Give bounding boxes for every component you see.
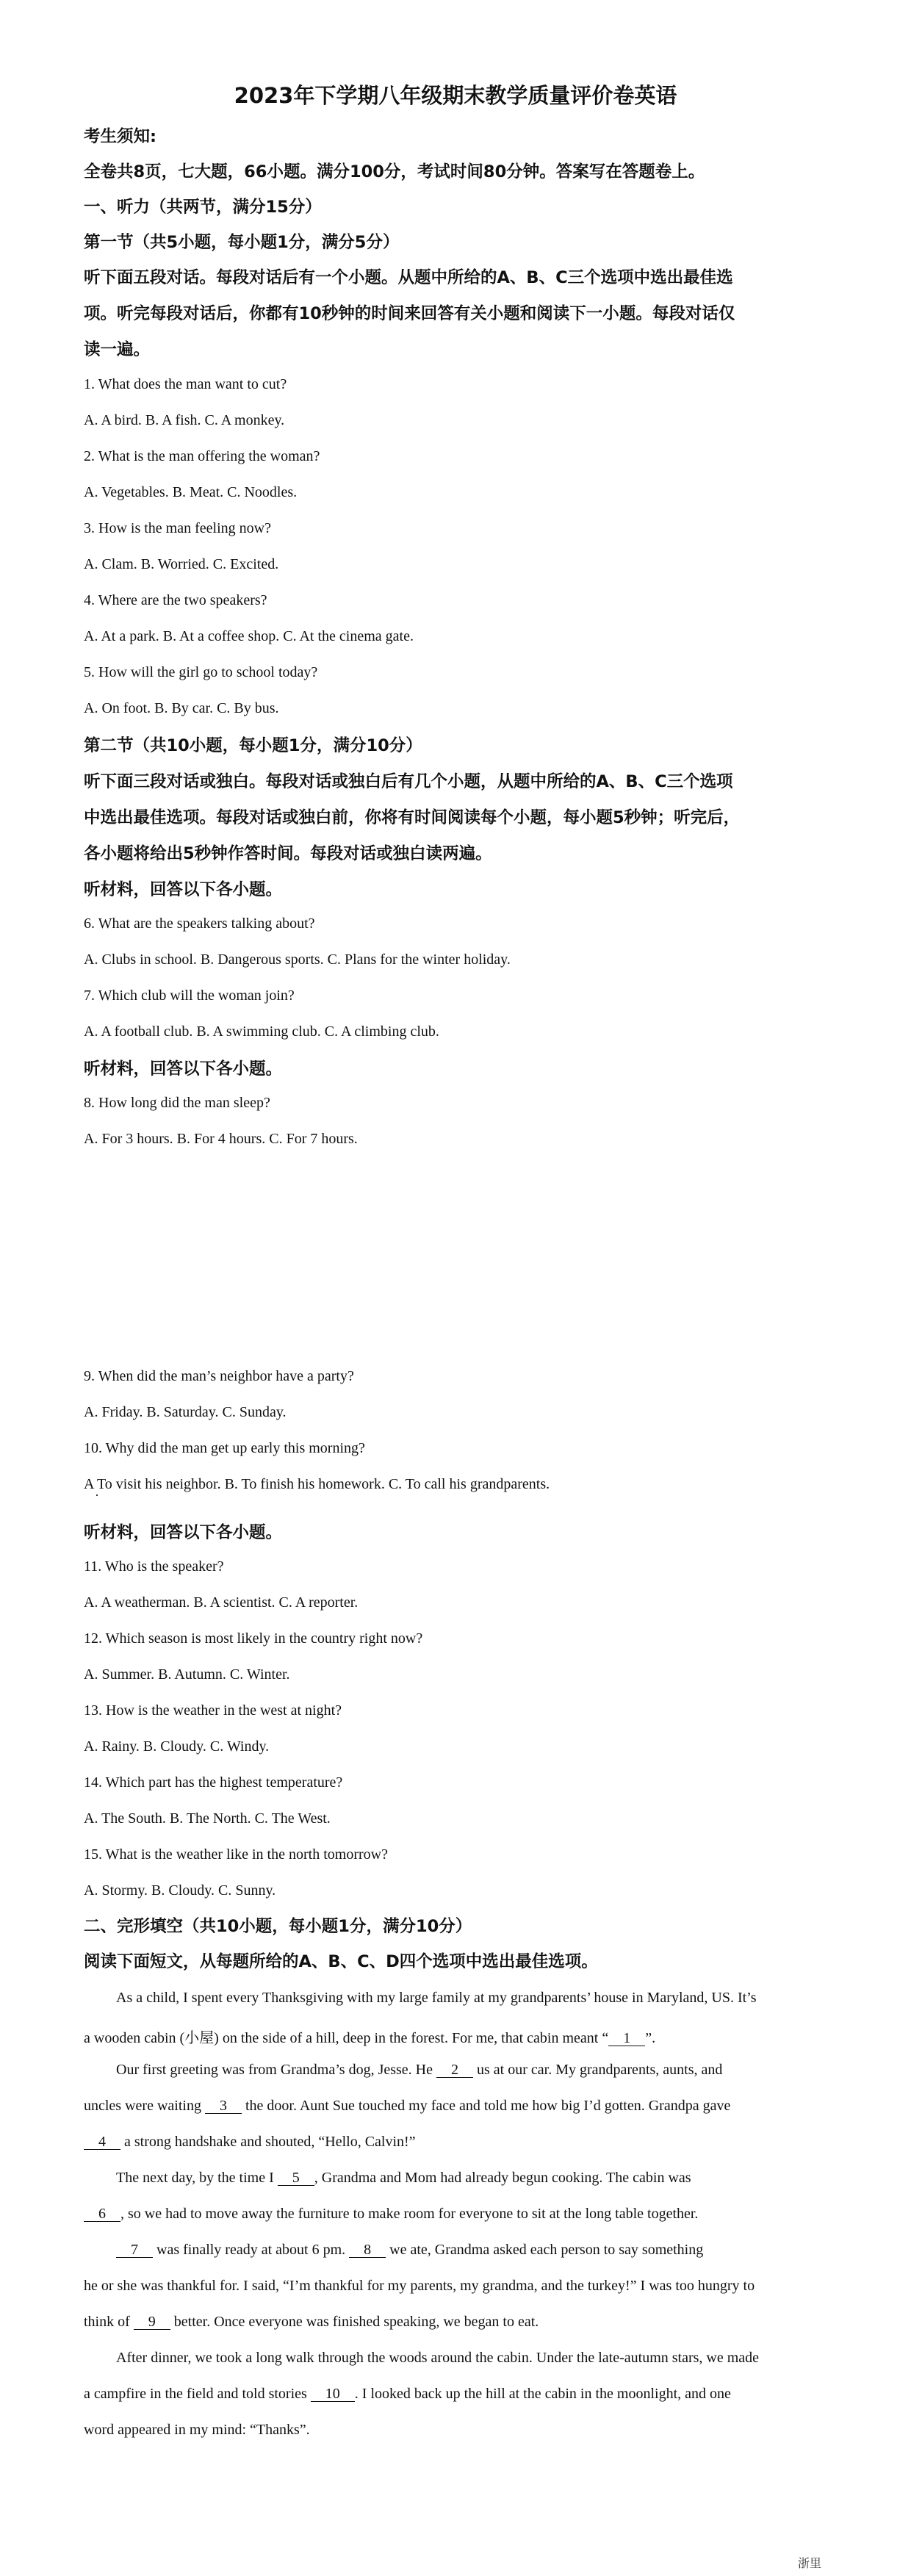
blank-5: 5 — [278, 2170, 314, 2186]
passage-line — [84, 2134, 416, 2151]
passage-text: uncles were waiting — [84, 2098, 205, 2114]
question-text: 9. When did the man’s neighbor have a party? — [84, 1368, 354, 1384]
passage-line — [116, 2062, 722, 2079]
question-options: A. For 3 hours. B. For 4 hours. C. For 7 hours. — [84, 1131, 358, 1147]
question-text: 7. Which club will the woman join? — [84, 987, 295, 1004]
listen-prompt: 听材料，回答以下各小题。 — [84, 1059, 283, 1079]
blank-6: 6 — [84, 2206, 120, 2222]
passage-text: was finally ready at about 6 pm. — [153, 2242, 350, 2258]
passage-line — [84, 2098, 730, 2115]
passage-text: , so we had to move away the furniture to make room for everyone to sit at the long table together. — [120, 2206, 699, 2222]
question-text: 6. What are the speakers talking about? — [84, 915, 315, 932]
question-options: A. A weatherman. B. A scientist. C. A reporter. — [84, 1594, 359, 1611]
passage-line — [84, 2314, 539, 2331]
question-options: A. Clubs in school. B. Dangerous sports. C. Plans for the winter holiday. — [84, 951, 511, 968]
passage-line: After dinner, we took a long walk through the woods around the cabin. Under the late-autumn stars, we made — [116, 2350, 760, 2366]
passage-text: . I looked back up the hill at the cabin in the moonlight, and one — [354, 2386, 731, 2402]
question-options: A. At a park. B. At a coffee shop. C. At the cinema gate. — [84, 628, 414, 644]
passage-text: a wooden cabin (小屋) on the side of a hill, deep in the forest. For me, that cabin meant “ — [84, 2030, 609, 2046]
question-options: A. Rainy. B. Cloudy. C. Windy. — [84, 1738, 270, 1755]
passage-text: us at our car. My grandparents, aunts, and — [473, 2062, 723, 2078]
blank-4: 4 — [84, 2134, 120, 2150]
passage-text: better. Once everyone was finished speaking, we began to eat. — [170, 2314, 539, 2330]
part2-instruction: 阅读下面短文，从每题所给的A、B、C、D四个选项中选出最佳选项。 — [84, 1952, 598, 1971]
question-text: 12. Which season is most likely in the country right now? — [84, 1630, 423, 1647]
section1-heading: 第一节（共5小题，每小题1分，满分5分） — [84, 233, 400, 252]
question-options: A. Clam. B. Worried. C. Excited. — [84, 556, 279, 572]
question-text: 2. What is the man offering the woman? — [84, 448, 320, 464]
question-text: 4. Where are the two speakers? — [84, 592, 267, 608]
blank-8: 8 — [349, 2242, 386, 2258]
passage-text: we ate, Grandma asked each person to say something — [386, 2242, 704, 2258]
section2-instruction-line: 中选出最佳选项。每段对话或独白前，你将有时间阅读每个小题，每小题5秒钟；听完后， — [84, 808, 741, 827]
section2-instruction-line: 各小题将给出5秒钟作答时间。每段对话或独白读两遍。 — [84, 844, 492, 863]
question-text: 15. What is the weather like in the north tomorrow? — [84, 1846, 388, 1863]
question-text: 8. How long did the man sleep? — [84, 1095, 270, 1111]
passage-text: The next day, by the time I — [116, 2170, 278, 2186]
blank-9: 9 — [134, 2314, 170, 2330]
passage-text: ”. — [645, 2030, 656, 2046]
passage-text: a campfire in the field and told stories — [84, 2386, 311, 2402]
page-title: 2023年下学期八年级期末教学质量评价卷英语 — [234, 83, 677, 108]
question-options: A To visit his neighbor. B. To finish his homework. C. To call his grandparents. — [84, 1476, 550, 1492]
notice-heading: 考生须知: — [84, 127, 156, 146]
passage-text: Our first greeting was from Grandma’s dog, Jesse. He — [116, 2062, 437, 2078]
corner-label: 浙里 — [798, 2556, 822, 2570]
question-options: A. On foot. B. By car. C. By bus. — [84, 700, 279, 716]
question-options: A. Friday. B. Saturday. C. Sunday. — [84, 1404, 287, 1420]
blank-2: 2 — [436, 2062, 473, 2078]
part1-heading: 一、听力（共两节，满分15分） — [84, 198, 322, 217]
listen-prompt: 听材料，回答以下各小题。 — [84, 1523, 283, 1542]
passage-line — [84, 2206, 698, 2223]
listen-prompt: 听材料，回答以下各小题。 — [84, 880, 283, 899]
blank-10: 10 — [311, 2386, 355, 2402]
passage-line — [116, 2242, 703, 2259]
passage-line — [116, 2170, 691, 2187]
passage-line — [84, 2026, 655, 2047]
question-text: 13. How is the weather in the west at night? — [84, 1702, 342, 1719]
passage-line — [84, 2386, 731, 2403]
question-text: 11. Who is the speaker? — [84, 1558, 224, 1575]
question-text: 10. Why did the man get up early this morning? — [84, 1440, 365, 1456]
passage-text: the door. Aunt Sue touched my face and told me how big I’d gotten. Grandpa gave — [241, 2098, 731, 2114]
question-text: 1. What does the man want to cut? — [84, 376, 287, 392]
section2-instruction-line: 听下面三段对话或独白。每段对话或独白后有几个小题，从题中所给的A、B、C三个选项 — [84, 772, 733, 791]
notice-text: 全卷共8页，七大题，66小题。满分100分，考试时间80分钟。答案写在答题卷上。 — [84, 162, 705, 181]
blank-7: 7 — [116, 2242, 153, 2258]
print-speck — [96, 1494, 98, 1496]
passage-line: he or she was thankful for. I said, “I’m thankful for my parents, my grandma, and the turkey!” I was too hungry to — [84, 2278, 755, 2294]
question-options: A. Vegetables. B. Meat. C. Noodles. — [84, 484, 298, 500]
section1-instruction-line: 项。听完每段对话后，你都有10秒钟的时间来回答有关小题和阅读下一小题。每段对话仅 — [84, 304, 735, 323]
blank-1: 1 — [608, 2031, 645, 2046]
question-text: 3. How is the man feeling now? — [84, 520, 271, 536]
question-text: 5. How will the girl go to school today? — [84, 664, 318, 680]
passage-text: , Grandma and Mom had already begun cooking. The cabin was — [314, 2170, 691, 2186]
question-options: A. A football club. B. A swimming club. C. A climbing club. — [84, 1023, 439, 1040]
part2-heading: 二、完形填空（共10小题，每小题1分，满分10分） — [84, 1917, 472, 1936]
question-text: 14. Which part has the highest temperature? — [84, 1774, 343, 1791]
passage-text: think of — [84, 2314, 134, 2330]
section2-heading: 第二节（共10小题，每小题1分，满分10分） — [84, 736, 422, 755]
passage-line: word appeared in my mind: “Thanks”. — [84, 2422, 310, 2438]
question-options: A. The South. B. The North. C. The West. — [84, 1810, 331, 1827]
passage-line: As a child, I spent every Thanksgiving with my large family at my grandparents’ house in Maryland, US. It’s — [116, 1990, 757, 2006]
question-options: A. A bird. B. A fish. C. A monkey. — [84, 412, 285, 428]
question-options: A. Summer. B. Autumn. C. Winter. — [84, 1666, 290, 1683]
section1-instruction-line: 听下面五段对话。每段对话后有一个小题。从题中所给的A、B、C三个选项中选出最佳选 — [84, 268, 733, 287]
passage-text: a strong handshake and shouted, “Hello, Calvin!” — [120, 2134, 416, 2150]
question-options: A. Stormy. B. Cloudy. C. Sunny. — [84, 1882, 276, 1899]
section1-instruction-line: 读一遍。 — [84, 340, 151, 359]
blank-3: 3 — [205, 2098, 242, 2114]
